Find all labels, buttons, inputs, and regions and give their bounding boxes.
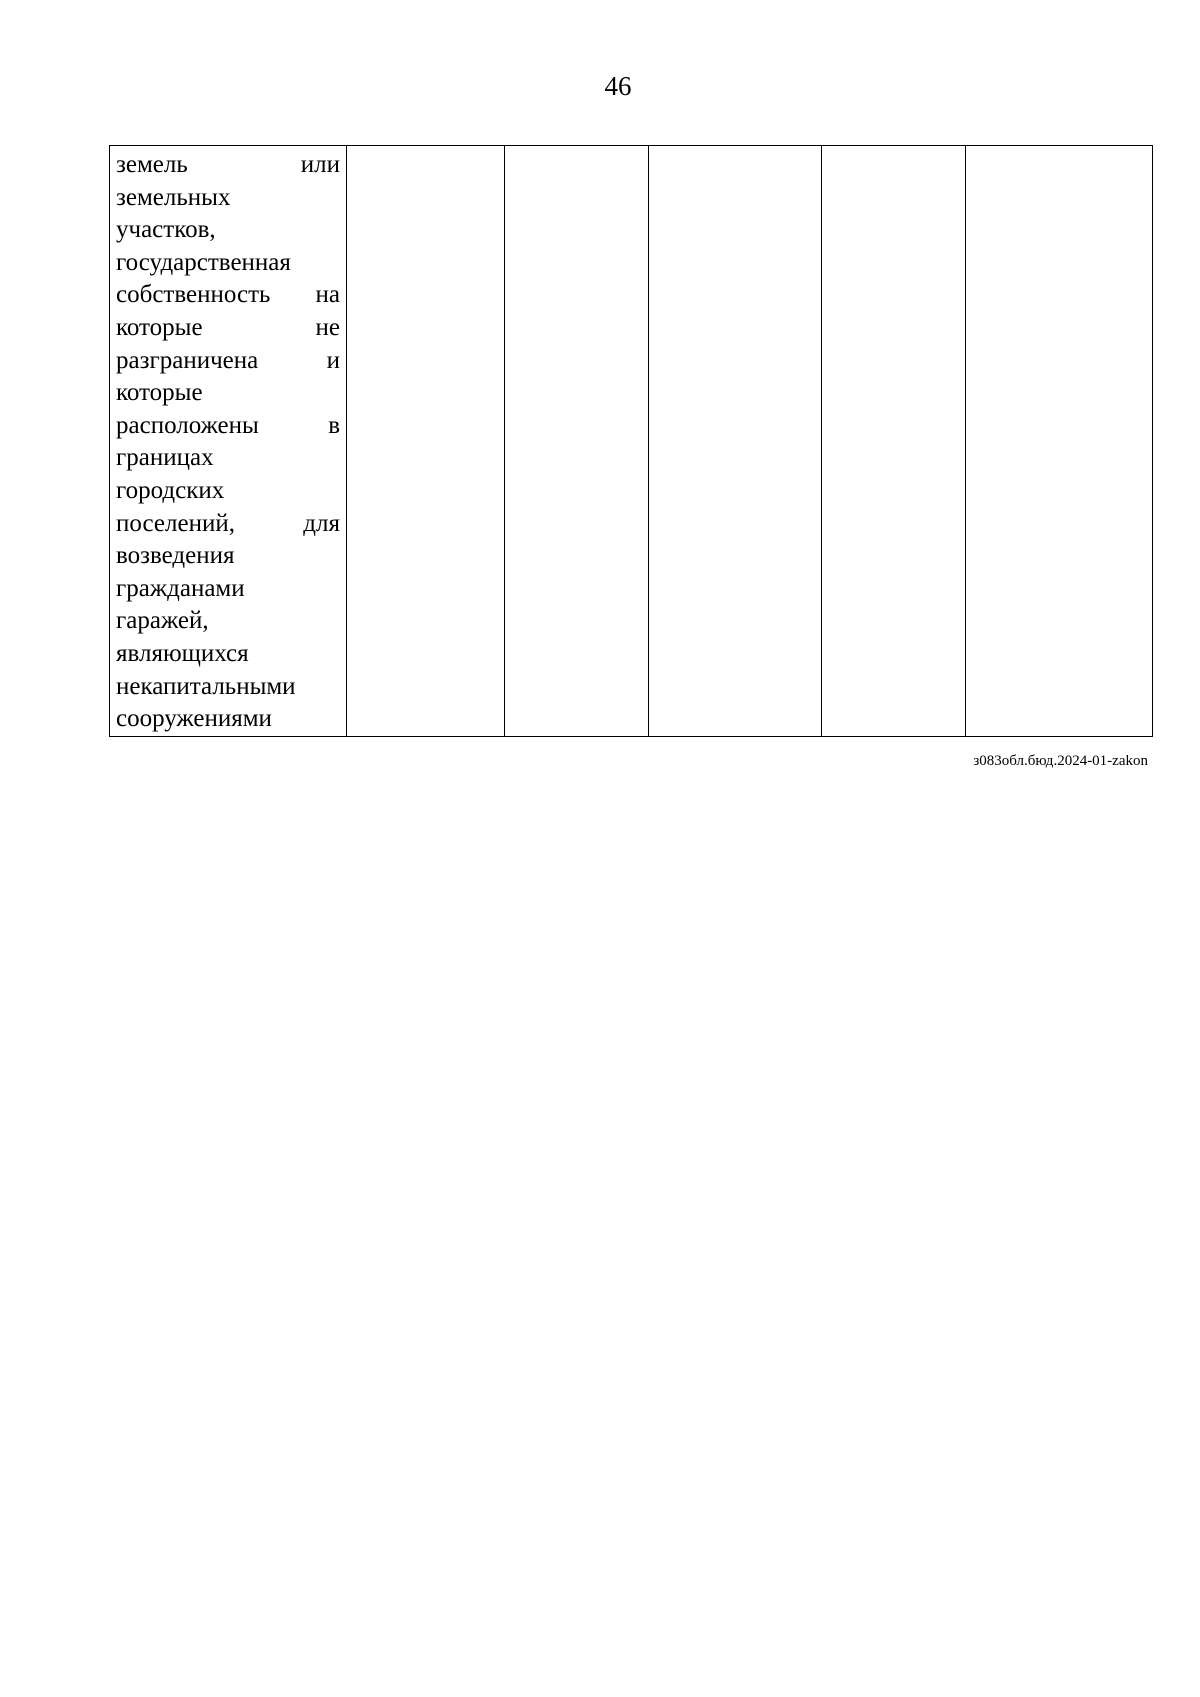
text-line: поселений, для [116, 509, 340, 537]
text-line: которые не [116, 313, 340, 341]
table-cell-empty [966, 146, 1153, 737]
text-line: городских [116, 476, 225, 504]
table-cell-empty [649, 146, 822, 737]
table-row [110, 146, 1153, 737]
description-text [110, 146, 346, 736]
text-line: являющихся [116, 639, 249, 667]
text-line: границах [116, 444, 214, 472]
text-line: которые [116, 379, 203, 407]
text-line: земельных [116, 183, 231, 211]
table-cell-empty [505, 146, 649, 737]
text-line: государственная [116, 248, 291, 276]
text-line: некапитальными [116, 672, 296, 700]
table-cell-description [110, 146, 347, 737]
text-line: возведения [116, 542, 235, 570]
text-line: земель или [116, 151, 340, 178]
text-line: участков, [116, 216, 216, 244]
text-line: разграничена и [116, 346, 340, 374]
text-line: гражданами [116, 574, 245, 602]
text-line: расположены в [116, 411, 340, 439]
text-line: собственность на [116, 281, 340, 309]
table-cell-empty [822, 146, 966, 737]
table-cell-empty [347, 146, 505, 737]
document-code: з083обл.бюд.2024-01-zakon [973, 753, 1148, 769]
document-table [109, 145, 1153, 737]
page-number: 46 [604, 71, 632, 101]
text-line: гаражей, [116, 607, 209, 635]
text-line: сооружениями [116, 705, 272, 733]
